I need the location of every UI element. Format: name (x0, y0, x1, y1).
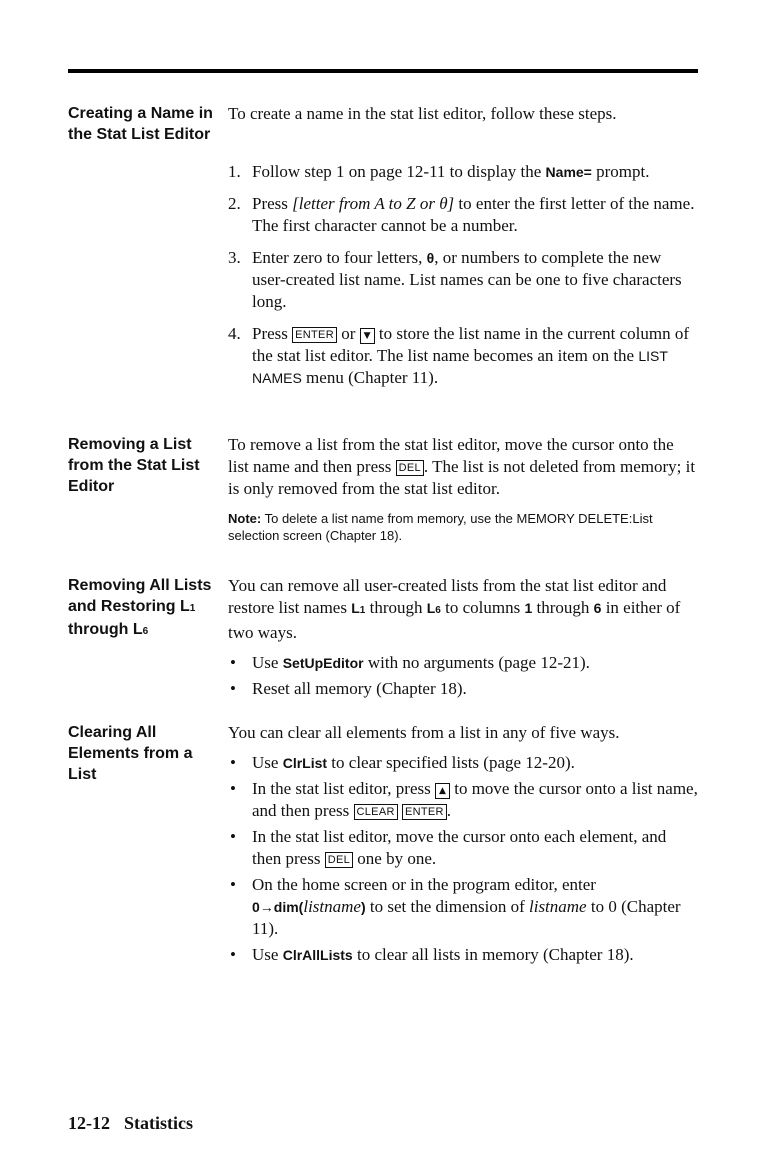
step-text: , or numbers to complete the new user-created list name. List names can be one to five characters long. (252, 248, 682, 311)
body-text: You can remove all user-created lists from the stat list editor and restore list names (228, 576, 667, 617)
item-text: to clear specified lists (page 12-20). (327, 753, 575, 772)
item-text: to move the cursor onto a list name, and then press (252, 779, 698, 820)
list-item (228, 944, 698, 966)
step-text: or (336, 324, 360, 343)
down-arrow-key-icon: ▼ (360, 328, 375, 344)
key-description: [letter from A to Z or θ] (292, 194, 455, 213)
step-number: 3. (228, 248, 241, 267)
list-item (228, 652, 698, 674)
item-text: Use (252, 753, 283, 772)
section-body (228, 103, 698, 399)
enter-key-icon: ENTER (402, 804, 447, 820)
step-text: to store the list name in the current column of the stat list editor. The list name becomes an item on the (252, 324, 690, 365)
section-body (228, 722, 698, 970)
heading-text: 6 (142, 626, 149, 637)
item-text: one by one. (353, 849, 437, 868)
list-name-letter: L (426, 600, 436, 616)
note (228, 510, 698, 544)
step-number: 2. (228, 194, 241, 213)
step-text: to enter the first letter of the name. The first character cannot be a number. (252, 194, 695, 235)
heading-text: Removing All Lists and Restoring (68, 577, 212, 615)
item-text: In the stat list editor, move the cursor onto each element, and then press (252, 827, 667, 868)
name-prompt: Name= (545, 164, 592, 180)
enter-key-icon: ENTER (292, 327, 337, 343)
step-text: Follow step 1 on page 12-11 to display the (252, 162, 546, 181)
step-1 (228, 161, 698, 183)
list-item (228, 826, 698, 870)
step-text: Press (252, 194, 293, 213)
list-name (427, 600, 441, 616)
step-number: 1. (228, 162, 241, 181)
del-key-icon: DEL (325, 852, 353, 868)
item-text: with no arguments (page 12-21). (363, 653, 590, 672)
note-text: To delete a list name from memory, use the MEMORY DELETE:List selection screen (Chapter 18). (228, 511, 653, 543)
up-arrow-key-icon: ▲ (435, 783, 450, 799)
page-number: 12-12 (68, 1113, 110, 1133)
item-text: In the stat list editor, press (252, 779, 435, 798)
section-body (228, 575, 698, 704)
body-text: to columns (440, 598, 525, 617)
command-name: ) (360, 899, 366, 915)
argument-name: listname (303, 897, 361, 916)
intro-text: To create a name in the stat list editor, follow these steps. (228, 104, 617, 123)
body-text: . The list is not deleted from memory; it is only removed from the stat list editor. (228, 457, 696, 498)
note-label: Note: (228, 511, 262, 526)
menu-name: LIST NAMES (252, 348, 668, 386)
step-text: prompt. (591, 162, 650, 181)
command-name: SetUpEditor (282, 655, 364, 671)
bullet-list (228, 752, 698, 966)
heading-text: L (132, 621, 143, 638)
body-text: through (532, 598, 594, 617)
body-text: through (365, 598, 427, 617)
page-footer (68, 1113, 207, 1134)
step-text: Press (252, 324, 293, 343)
section-heading (68, 575, 218, 642)
steps-list (228, 161, 698, 389)
column-number: 6 (593, 600, 602, 616)
list-name-digit: 1 (359, 605, 366, 616)
step-text: menu (Chapter 11). (301, 368, 439, 387)
bullet-list (228, 652, 698, 700)
top-rule (68, 69, 698, 73)
list-item (228, 752, 698, 774)
heading-text: through (68, 621, 133, 638)
body-text: To remove a list from the stat list editor, move the cursor onto the list name and then press (228, 435, 674, 476)
list-name (351, 600, 365, 616)
list-name-digit: 6 (435, 605, 441, 616)
theta-symbol: θ (426, 250, 435, 266)
heading-text: 1 (189, 603, 196, 614)
step-4 (228, 323, 698, 389)
heading-text: L (180, 598, 190, 615)
command-name: 0→dim( (252, 899, 304, 915)
item-text: . (446, 801, 451, 820)
command-name: ClrAllLists (282, 947, 353, 963)
section-heading: Creating a Name in the Stat List Editor (68, 105, 213, 143)
item-text: to 0 (Chapter 11). (252, 897, 681, 938)
clear-key-icon: CLEAR (354, 804, 398, 820)
section-heading: Clearing All Elements from a List (68, 724, 193, 783)
body-paragraph (228, 575, 698, 644)
item-text: Reset all memory (Chapter 18). (252, 679, 467, 698)
body-paragraph (228, 434, 698, 500)
item-text: Use (252, 653, 283, 672)
item-text: to set the dimension of (365, 897, 529, 916)
step-number: 4. (228, 324, 241, 343)
item-text: On the home screen or in the program editor, enter (252, 875, 596, 894)
step-3 (228, 247, 698, 313)
step-text: Enter zero to four letters, (252, 248, 427, 267)
item-text: to clear all lists in memory (Chapter 18). (352, 945, 634, 964)
body-text: in either of two ways. (228, 598, 681, 642)
list-name-letter: L (351, 600, 360, 616)
chapter-title: Statistics (124, 1113, 193, 1133)
del-key-icon: DEL (396, 460, 424, 476)
list-item (228, 778, 698, 822)
column-number: 1 (524, 600, 533, 616)
intro-text: You can clear all elements from a list in any of five ways. (228, 723, 620, 742)
step-2 (228, 193, 698, 237)
item-text: Use (252, 945, 283, 964)
command-name: ClrList (282, 755, 328, 771)
argument-name: listname (529, 897, 587, 916)
section-body (228, 434, 698, 544)
list-item (228, 678, 698, 700)
list-item (228, 874, 698, 940)
section-heading: Removing a List from the Stat List Editor (68, 436, 200, 495)
